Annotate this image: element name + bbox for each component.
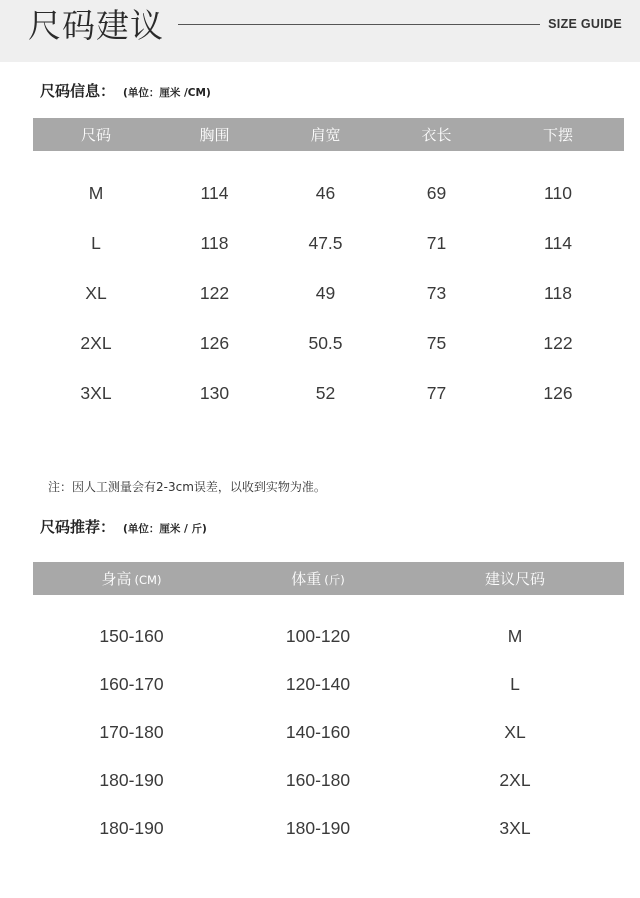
cell-size: L [91,232,101,253]
size-info-title: 尺码信息： [40,82,116,100]
table-row [33,268,624,318]
cell-size: XL [85,282,107,303]
cell-height: 160-170 [99,673,164,694]
cell-chest: 130 [199,382,230,403]
cell-chest: 114 [200,182,229,203]
cell-recommended-size: 3XL [499,817,531,838]
table-row [33,612,624,660]
cell-recommended-size: XL [504,721,526,742]
cell-shoulder: 47.5 [308,232,343,253]
size-recommend-unit: (单位：厘米 / 斤) [123,523,207,535]
cell-length: 73 [426,282,447,303]
column-header-hem: 下摆 [542,126,573,144]
cell-hem: 122 [543,332,573,353]
cell-height: 150-160 [99,625,164,646]
column-header-weight-unit: (斤) [324,573,345,587]
table-row [33,318,624,368]
column-header-recommended-size: 建议尺码 [484,570,545,588]
cell-recommended-size: M [507,625,523,646]
cell-hem: 114 [544,232,572,253]
cell-weight: 100-120 [285,625,351,646]
cell-hem: 110 [544,182,572,203]
column-header-weight-label: 体重 [291,570,322,588]
table-row [33,368,624,418]
header-band [0,0,640,62]
cell-height: 170-180 [99,721,164,742]
size-recommend-title: 尺码推荐： [40,518,116,536]
table-row [33,708,624,756]
cell-size: M [88,182,104,203]
table-row [33,660,624,708]
cell-weight: 180-190 [285,817,351,838]
cell-length: 71 [426,232,447,253]
cell-length: 77 [426,382,447,403]
size-info-table [33,118,624,418]
cell-hem: 118 [544,282,572,303]
cell-shoulder: 49 [315,282,336,303]
cell-shoulder: 52 [315,382,336,403]
cell-chest: 122 [199,282,230,303]
column-header-height-label: 身高 [101,570,132,588]
column-header-size: 尺码 [80,126,111,144]
column-header-chest: 胸围 [199,126,230,144]
size-info-unit: (单位：厘米 /CM) [123,87,211,99]
table-row [33,756,624,804]
cell-weight: 120-140 [285,673,351,694]
cell-hem: 126 [543,382,573,403]
column-header-height-unit: (CM) [134,573,162,587]
size-info-header-row [33,118,624,151]
page-title: 尺码建议 [28,6,164,45]
cell-height: 180-190 [99,769,164,790]
cell-recommended-size: L [510,673,520,694]
column-header-weight [230,568,406,589]
cell-chest: 118 [200,232,229,253]
size-recommend-table [33,562,624,852]
cell-size: 2XL [80,332,112,353]
page-subtitle: SIZE GUIDE [548,17,622,31]
cell-recommended-size: 2XL [499,769,531,790]
table-row [33,804,624,852]
cell-size: 3XL [80,382,112,403]
cell-shoulder: 46 [315,182,336,203]
cell-chest: 126 [199,332,230,353]
measurement-note: 注：因人工测量会有2-3cm误差，以收到实物为准。 [48,480,326,494]
column-header-height [33,568,230,589]
table-row [33,168,624,218]
column-header-length: 衣长 [421,126,452,144]
size-info-heading [40,80,211,101]
cell-length: 69 [426,182,447,203]
cell-weight: 140-160 [285,721,351,742]
size-recommend-header-row [33,562,624,595]
size-recommend-heading [40,516,207,537]
cell-length: 75 [426,332,447,353]
cell-shoulder: 50.5 [308,332,343,353]
cell-height: 180-190 [99,817,164,838]
table-row [33,218,624,268]
cell-weight: 160-180 [285,769,351,790]
column-header-shoulder: 肩宽 [310,126,341,144]
title-divider [178,24,540,25]
